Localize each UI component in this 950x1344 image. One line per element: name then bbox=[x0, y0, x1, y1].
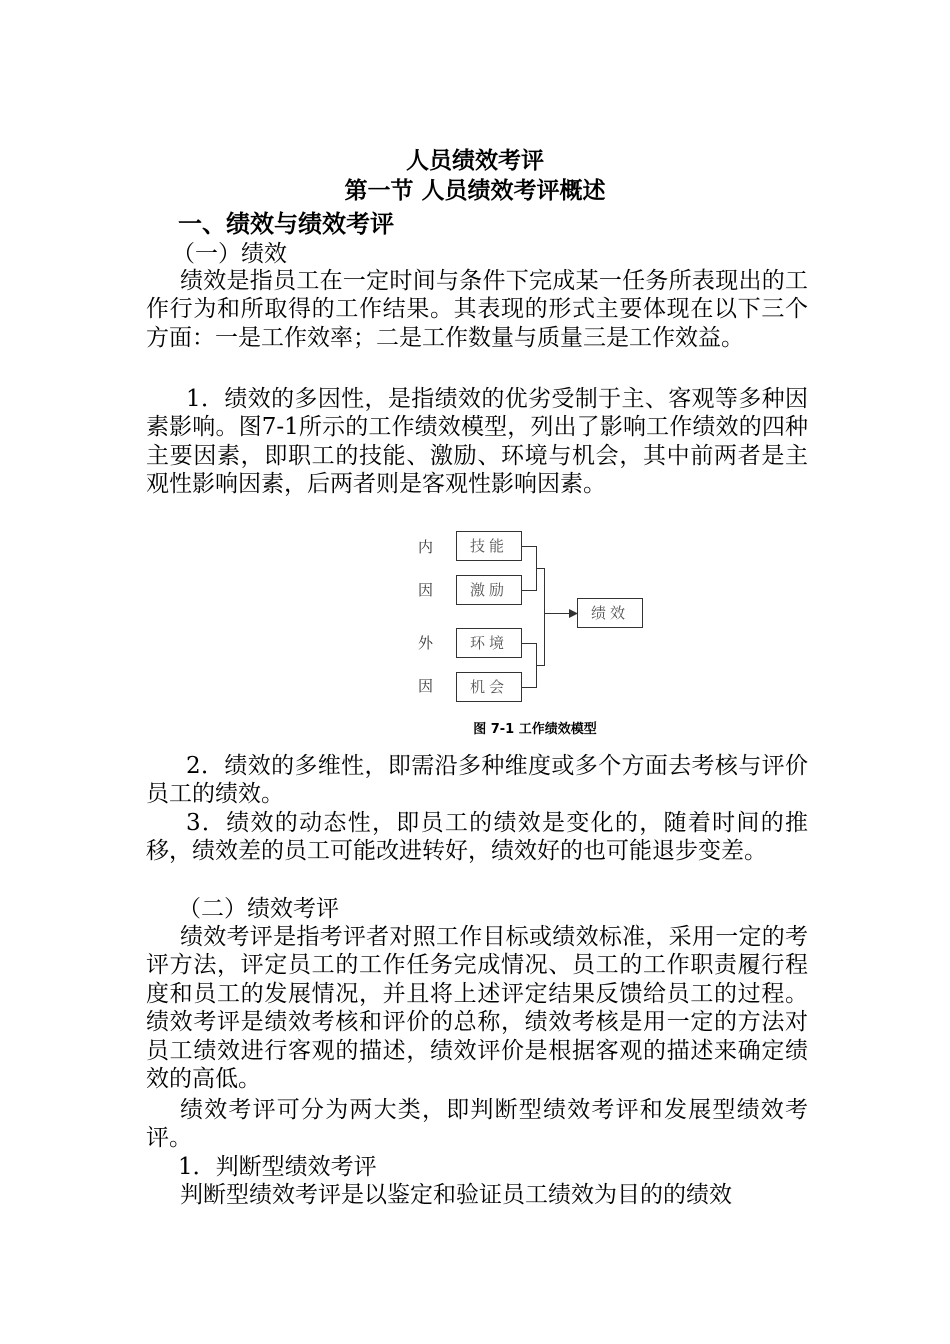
connector-line bbox=[522, 546, 537, 547]
figure-label-outer-2: 因 bbox=[418, 677, 434, 695]
subheading-performance: （一）绩效 bbox=[172, 241, 287, 267]
connector-line bbox=[522, 590, 537, 591]
paragraph-judgmental: 判断型绩效考评是以鉴定和验证员工绩效为目的的绩效 bbox=[180, 1182, 732, 1208]
paragraph-appraisal-types: 绩效考评可分为两大类，即判断型绩效考评和发展型绩效考评。 bbox=[146, 1097, 808, 1152]
list-item-multi-factor: 1．绩效的多因性，是指绩效的优劣受制于主、客观等多种因素影响。图7-1所示的工作绩效模型，列出了影响工作绩效的四种主要因素，即职工的技能、激励、环境与机会，其中前两者是主观性影响因素，后两者则是客观性影响因素。 bbox=[146, 386, 808, 498]
figure-caption: 图 7-1 工作绩效模型 bbox=[473, 722, 597, 737]
list-item-dynamic: 3．绩效的动态性，即员工的绩效是变化的，随着时间的推移，绩效差的员工可能改进转好，绩效好的也可能退步变差。 bbox=[146, 810, 808, 865]
section-title: 第一节 人员绩效考评概述 bbox=[344, 178, 606, 204]
document-title: 人员绩效考评 bbox=[406, 148, 544, 174]
performance-model-figure bbox=[410, 525, 660, 740]
connector-line bbox=[522, 643, 537, 644]
heading-performance-and-appraisal: 一、绩效与绩效考评 bbox=[178, 210, 394, 238]
arrow-line bbox=[544, 613, 571, 614]
connector-line bbox=[544, 568, 545, 666]
subheading-judgmental: 1．判断型绩效考评 bbox=[178, 1154, 377, 1180]
paragraph-appraisal-definition: 绩效考评是指考评者对照工作目标或绩效标准，采用一定的考评方法，评定员工的工作任务完成情况、员工的工作职责履行程度和员工的发展情况，并且将上述评定结果反馈给员工的过程。绩效考评是绩效考核和评价的总称，绩效考核是用一定的方法对员工绩效进行客观的描述，绩效评价是根据客观的描述来确定绩效的高低。 bbox=[146, 924, 808, 1093]
arrow-head-icon bbox=[569, 609, 578, 618]
figure-label-inner: 内 bbox=[418, 538, 434, 556]
box-opportunity: 机会 bbox=[456, 672, 522, 702]
subheading-appraisal: （二）绩效考评 bbox=[178, 896, 339, 922]
figure-label-outer: 外 bbox=[418, 634, 434, 652]
box-environment: 环境 bbox=[456, 628, 522, 658]
list-item-multi-dimension: 2．绩效的多维性，即需沿多种维度或多个方面去考核与评价员工的绩效。 bbox=[146, 753, 808, 808]
paragraph-performance-definition: 绩效是指员工在一定时间与条件下完成某一任务所表现出的工作行为和所取得的工作结果。其表现的形式主要体现在以下三个方面：一是工作效率；二是工作数量与质量三是工作效益。 bbox=[146, 268, 808, 351]
figure-label-inner-2: 因 bbox=[418, 581, 434, 599]
box-motivation: 激励 bbox=[456, 575, 522, 605]
connector-line bbox=[522, 687, 537, 688]
box-skill: 技能 bbox=[456, 531, 522, 561]
box-performance: 绩效 bbox=[577, 598, 643, 628]
